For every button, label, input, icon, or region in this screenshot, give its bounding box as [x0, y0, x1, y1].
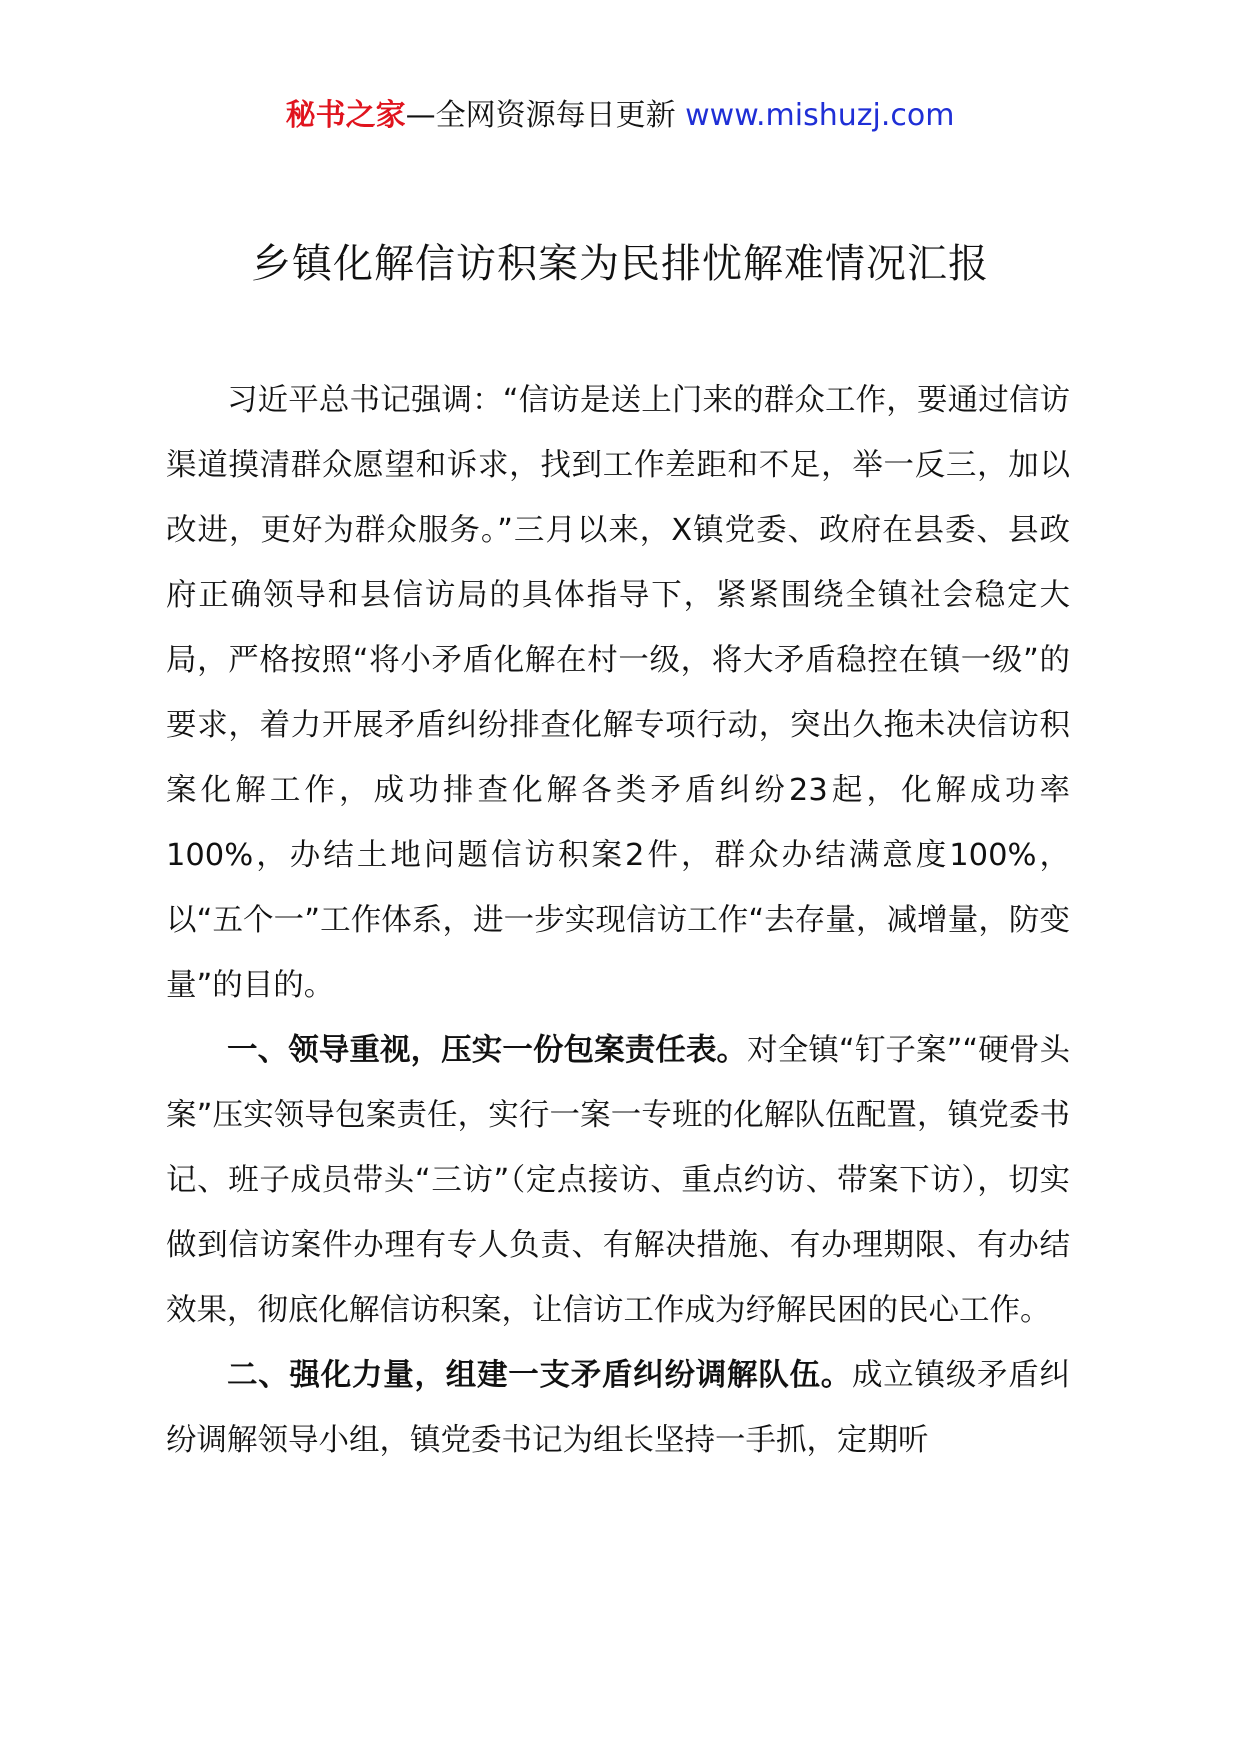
paragraph-section-2: [166, 1343, 1070, 1473]
paragraph-text: 习近平总书记强调：“信访是送上门来的群众工作，要通过信访渠道摸清群众愿望和诉求，找到工作差距和不足，举一反三，加以改进，更好为群众服务。”三月以来，X镇党委、政府在县委、县政府正确领导和县信访局的具体指导下，紧紧围绕全镇社会稳定大局，严格按照“将小矛盾化解在村一级，将大矛盾稳控在镇一级”的要求，着力开展矛盾纠纷排查化解专项行动，突出久拖未决信访积案化解工作，成功排查化解各类矛盾纠纷23起，化解成功率100%，办结土地问题信访积案2件，群众办结满意度100%，以“五个一”工作体系，进一步实现信访工作“去存量，减增量，防变量”的目的。: [166, 383, 1070, 1003]
site-tagline: —全网资源每日更新: [405, 98, 686, 133]
site-url-link[interactable]: www.mishuzj.com: [685, 98, 955, 133]
paragraph-text: 成立镇级矛盾纠纷调解领导小组，镇党委书记为组长坚持一手抓，定期听: [166, 1358, 1070, 1458]
paragraph-section-1: [166, 1018, 1070, 1343]
paragraph-text: 对全镇“钉子案”“硬骨头案”压实领导包案责任，实行一案一专班的化解队伍配置，镇党委书记、班子成员带头“三访”（定点接访、重点约访、带案下访），切实做到信访案件办理有专人负责、有解决措施、有办理期限、有办结效果，彻底化解信访积案，让信访工作成为纾解民困的民心工作。: [166, 1033, 1071, 1328]
document-title: 乡镇化解信访积案为民排忧解难情况汇报: [251, 241, 989, 287]
section-heading: 二、强化力量，组建一支矛盾纠纷调解队伍。: [227, 1358, 852, 1393]
section-heading: 一、领导重视，压实一份包案责任表。: [227, 1033, 748, 1068]
paragraph-intro: [166, 368, 1070, 1018]
site-header: [0, 96, 1240, 136]
site-brand: 秘书之家: [285, 98, 406, 133]
document-body: [166, 368, 1070, 1473]
